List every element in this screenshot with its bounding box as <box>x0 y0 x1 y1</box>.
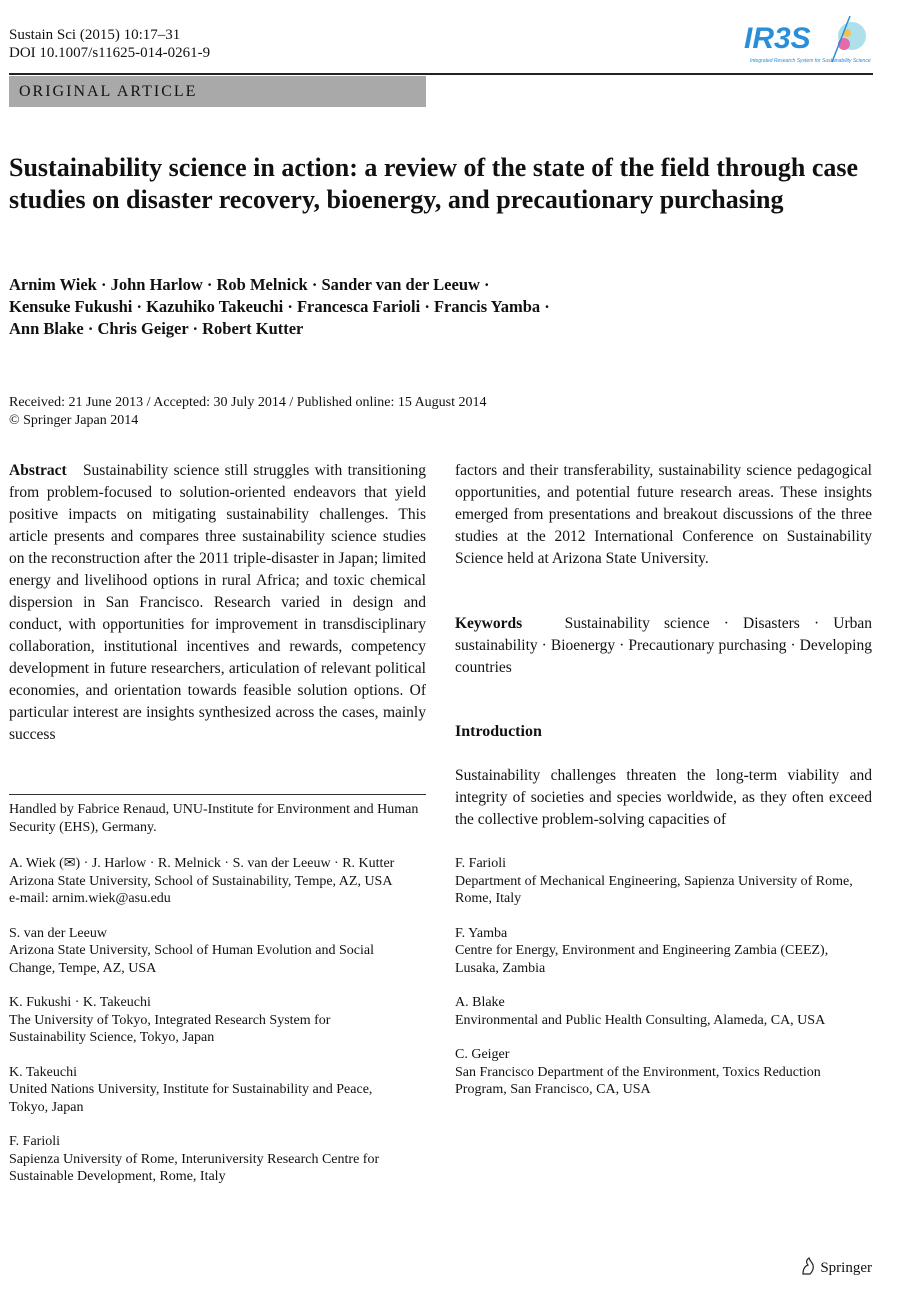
affiliation <box>455 855 855 908</box>
author-line: Arnim Wiek · John Harlow · Rob Melnick · Sander van der Leeuw · <box>9 275 490 294</box>
introduction-text: Sustainability challenges threaten the long-term viability and integrity of societies and species worldwide, as they often exceed the collective problem-solving capacities of <box>455 767 872 828</box>
affiliation <box>455 994 855 1029</box>
author-email[interactable]: e-mail: arnim.wiek@asu.edu <box>9 891 171 906</box>
footnote-rule <box>9 794 426 795</box>
affiliation-names: K. Takeuchi <box>9 1064 77 1080</box>
handled-by-note: Handled by Fabrice Renaud, UNU-Institute for Environment and Human Security (EHS), Germany. <box>9 802 419 835</box>
abstract-text: Sustainability science still struggles with transitioning from problem-focused to solution-oriented endeavors that yield positive impacts on mitigating sustainability challenges. This article presents and compares three sustainability science studies on the reconstruction after the 2011 triple-disaster in Japan; limited energy and livelihood options in rural Africa; and toxic chemical dispersion in San Francisco. Research varied in design and conduct, with opportunities for improvement in transdisciplinary collaboration, institutional incentives and rewards, competency development in future researchers, articulation of relevant political economies, and orientation towards feasible solution options. Of particular interest are insights synthesized across the cases, mainly success <box>9 462 427 743</box>
keywords-label: Keywords <box>455 615 523 632</box>
affiliation-org: The University of Tokyo, Integrated Research System for Sustainability Science, Tokyo, Japan <box>9 1012 331 1045</box>
affiliation-org: San Francisco Department of the Environment, Toxics Reduction Program, San Francisco, CA, USA <box>455 1064 821 1097</box>
affiliation-org: Sapienza University of Rome, Interuniversity Research Centre for Sustainable Development, Rome, Italy <box>9 1151 380 1184</box>
affiliation-names: F. Farioli <box>455 856 506 871</box>
publication-dates <box>9 394 869 430</box>
affiliation <box>9 855 409 908</box>
received-accepted-published: Received: 21 June 2013 / Accepted: 30 July 2014 / Published online: 15 August 2014 <box>9 395 487 410</box>
springer-horse-icon <box>800 1257 816 1280</box>
affiliation-names: A. Blake <box>455 995 505 1010</box>
affiliation <box>9 925 409 978</box>
introduction-heading: Introduction <box>455 723 542 740</box>
ir3s-logo <box>744 14 874 66</box>
affiliation-names: K. Fukushi · K. Takeuchi <box>9 995 151 1010</box>
header-rule <box>9 73 873 75</box>
svg-text:IR3S: IR3S <box>744 22 811 55</box>
abstract-continued: factors and their transferability, sustainability science pedagogical opportunities, and potential future research areas. These insights emerged from presentations and breakout discussions of the three studies at the 2012 International Conference on Sustainability Science held at Arizona State University. <box>455 462 872 567</box>
affiliation-org: Environmental and Public Health Consulting, Alameda, CA, USA <box>455 1012 826 1028</box>
springer-footer <box>800 1257 872 1280</box>
keywords-text: Sustainability science · Disasters · Urban sustainability · Bioenergy · Precautionary purchasing · Developing countries <box>455 615 872 676</box>
affiliation <box>455 1046 855 1099</box>
article-type-banner: ORIGINAL ARTICLE <box>9 76 426 107</box>
keywords-block <box>455 613 872 679</box>
affiliation <box>9 1133 409 1186</box>
article-title: Sustainability science in action: a review of the state of the field through case studies on disaster recovery, bioenergy, and precautionary purchasing <box>9 153 859 214</box>
affiliation-org: Department of Mechanical Engineering, Sapienza University of Rome, Rome, Italy <box>455 873 853 906</box>
affiliation-org: Arizona State University, School of Human Evolution and Social Change, Tempe, AZ, USA <box>9 943 374 976</box>
abstract-label: Abstract <box>9 462 67 479</box>
affiliation-names: F. Yamba <box>455 925 508 941</box>
doi[interactable]: DOI 10.1007/s11625-014-0261-9 <box>9 45 211 61</box>
copyright: © Springer Japan 2014 <box>9 413 139 428</box>
affiliation-org: United Nations University, Institute for Sustainability and Peace, Tokyo, Japan <box>9 1082 373 1115</box>
abstract-block <box>9 460 426 746</box>
author-line: Kensuke Fukushi · Kazuhiko Takeuchi · Francesca Farioli · Francis Yamba · <box>9 297 550 316</box>
publisher-name: Springer <box>820 1260 872 1276</box>
affiliation <box>9 994 409 1047</box>
affiliation-names: F. Farioli <box>9 1134 60 1149</box>
journal-citation: Sustain Sci (2015) 10:17–31 <box>9 27 181 43</box>
author-line: Ann Blake · Chris Geiger · Robert Kutter <box>9 319 304 338</box>
svg-text:Integrated Research System for: Integrated Research System for Sustainability Science <box>750 58 871 64</box>
affiliation-names: S. van der Leeuw <box>9 925 107 941</box>
affiliation-org: Centre for Energy, Environment and Engineering Zambia (CEEZ), Lusaka, Zambia <box>455 943 829 976</box>
affiliation-names: A. Wiek (✉) · J. Harlow · R. Melnick · S. van der Leeuw · R. Kutter <box>9 856 395 871</box>
affiliation-names: C. Geiger <box>455 1047 510 1062</box>
journal-header <box>9 26 210 62</box>
affiliation <box>9 1064 409 1117</box>
author-list <box>9 274 869 340</box>
affiliations-right <box>455 855 855 1116</box>
affiliation <box>455 925 855 978</box>
affiliations-left <box>9 855 409 1203</box>
affiliation-org: Arizona State University, School of Sustainability, Tempe, AZ, USA <box>9 873 393 889</box>
